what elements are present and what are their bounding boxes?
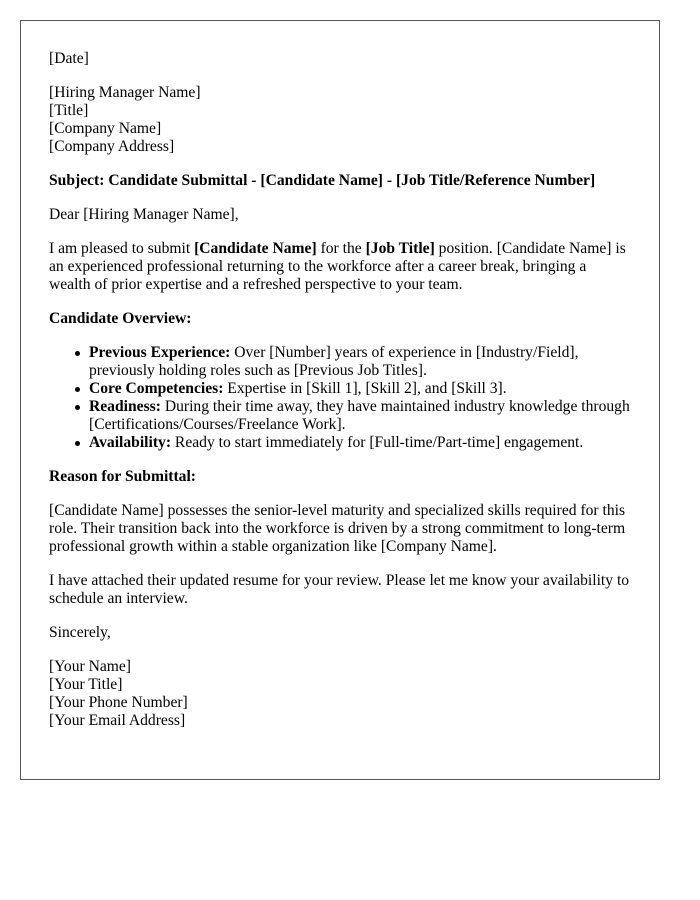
list-item-text: Expertise in [Skill 1], [Skill 2], and [Skill 3]. xyxy=(223,380,507,397)
list-item xyxy=(89,434,631,452)
date-block xyxy=(49,50,631,68)
intro-text-1: I am pleased to submit xyxy=(49,240,195,257)
signature-phone: [Your Phone Number] xyxy=(49,694,188,711)
closing-paragraph: I have attached their updated resume for your review. Please let me know your availability to schedule an interview. xyxy=(49,572,630,607)
recipient-company: [Company Name] xyxy=(49,120,162,137)
overview-heading: Candidate Overview: xyxy=(49,310,192,327)
intro-text-2: for the xyxy=(316,240,366,257)
list-item-text: During their time away, they have maintained industry knowledge through [Certifications/Courses/Freelance Work]. xyxy=(89,398,630,433)
subject-line: Subject: Candidate Submittal - [Candidate Name] - [Job Title/Reference Number] xyxy=(49,172,596,189)
overview-list xyxy=(49,344,631,452)
intro-job-title: [Job Title] xyxy=(365,240,435,257)
intro-paragraph xyxy=(49,240,631,294)
signature-email: [Your Email Address] xyxy=(49,712,186,729)
intro-text-3: position. [Candidate Name] is an experienced professional returning to the workforce after a career break, bringing a wealth of prior expertise and a refreshed perspective to your team. xyxy=(49,240,626,293)
letter-page xyxy=(20,20,660,780)
list-item xyxy=(89,380,631,398)
recipient-name: [Hiring Manager Name] xyxy=(49,84,201,101)
greeting: Dear [Hiring Manager Name], xyxy=(49,206,239,223)
list-item-text: Ready to start immediately for [Full-time/Part-time] engagement. xyxy=(171,434,584,451)
recipient-title: [Title] xyxy=(49,102,89,119)
list-item-label: Core Competencies: xyxy=(89,380,224,397)
list-item xyxy=(89,398,631,434)
list-item-label: Previous Experience: xyxy=(89,344,231,361)
recipient-block xyxy=(49,84,631,156)
signature-block xyxy=(49,658,631,730)
recipient-address: [Company Address] xyxy=(49,138,175,155)
reason-paragraph: [Candidate Name] possesses the senior-level maturity and specialized skills required for this role. Their transition back into the workforce is driven by a strong commitment to long-term professional growth within a stable organization like [Company Name]. xyxy=(49,502,626,555)
letter-date: [Date] xyxy=(49,50,89,67)
list-item-label: Readiness: xyxy=(89,398,161,415)
signature-title: [Your Title] xyxy=(49,676,123,693)
list-item-text: Over [Number] years of experience in [Industry/Field], previously holding roles such as [Previous Job Titles]. xyxy=(89,344,579,379)
list-item-label: Availability: xyxy=(89,434,172,451)
reason-heading: Reason for Submittal: xyxy=(49,468,196,485)
list-item xyxy=(89,344,631,380)
signature-name: [Your Name] xyxy=(49,658,132,675)
signoff: Sincerely, xyxy=(49,624,111,641)
intro-candidate-name: [Candidate Name] xyxy=(194,240,317,257)
